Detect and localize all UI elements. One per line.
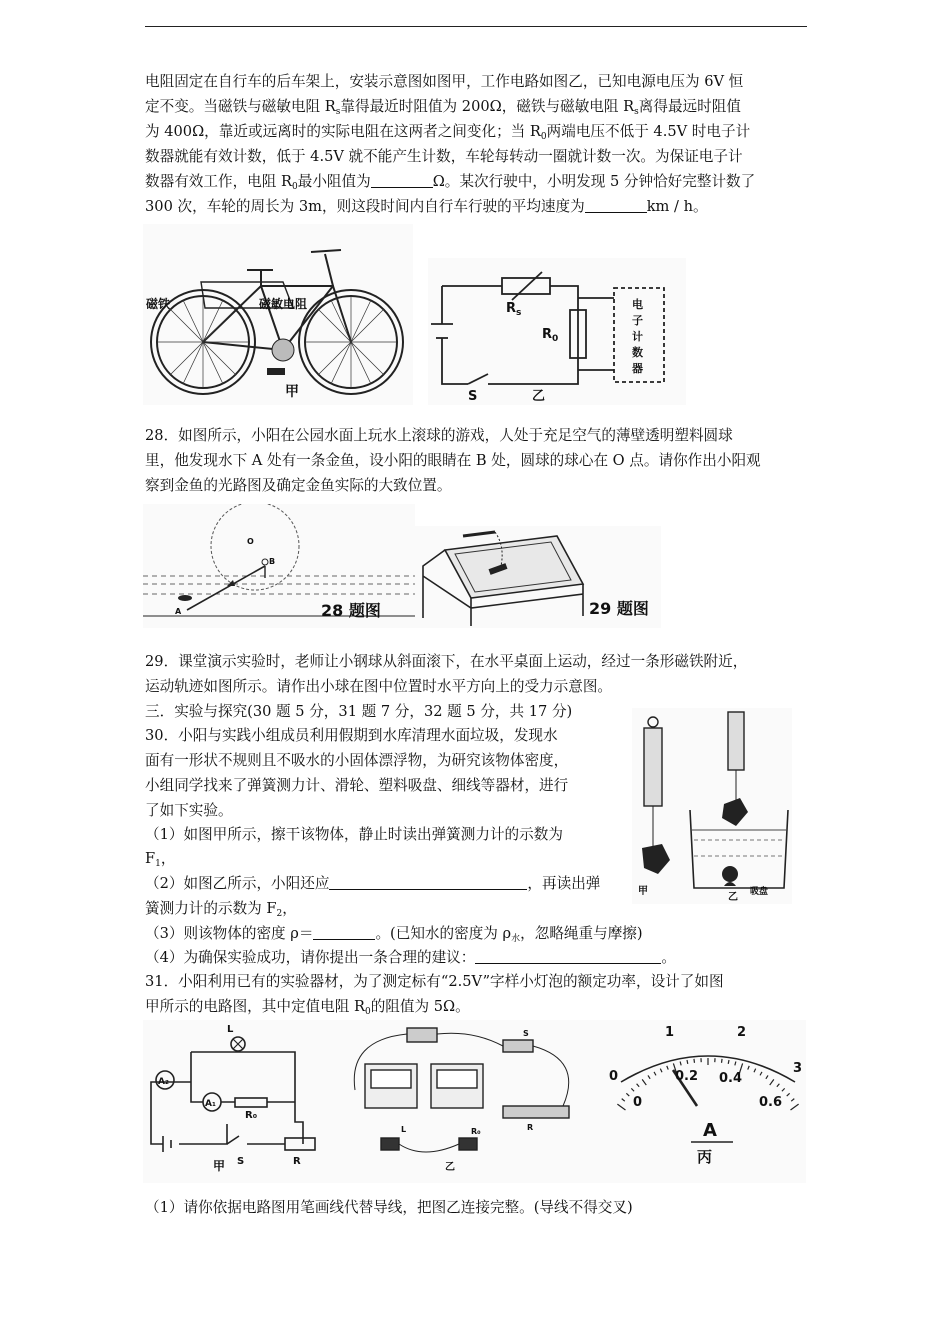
- text: 电阻固定在自行车的后车架上，安装示意图如图甲，工作电路如图乙，已知电源电压为 6V 恒: [145, 73, 744, 90]
- fig-label-jia: 甲: [213, 1159, 226, 1173]
- meter-tick: [787, 1093, 790, 1096]
- rs-label: $R_s$: [506, 301, 522, 318]
- point-o: O: [247, 537, 254, 546]
- text: 了如下实验。: [145, 802, 233, 819]
- answer-blank[interactable]: [371, 172, 433, 188]
- fig-label-yi: 乙: [728, 892, 738, 903]
- figure-30: [632, 708, 792, 904]
- meter-tick: [637, 1084, 640, 1087]
- text: F: [145, 850, 156, 867]
- meter-tick: [667, 1066, 668, 1070]
- text: 两端电压不低于 4.5V 时电子计: [546, 123, 751, 140]
- text: 三．实验与探究(30 题 5 分，31 题 7 分，32 题 5 分，共 17 分): [145, 703, 573, 720]
- scale-bottom-3: 0.6: [759, 1095, 783, 1110]
- figure-caption: 28 题图: [321, 601, 381, 620]
- meter-tick: [680, 1062, 681, 1066]
- meter-tick: [626, 1093, 629, 1096]
- text: 甲所示的电路图，其中定值电阻 R: [145, 998, 365, 1015]
- text: 为 400Ω，靠近或远离时的实际电阻在这两者之间变化；当 R: [145, 123, 541, 140]
- text: 靠得最近时阻值为 200Ω，磁铁与磁敏电阻 R: [340, 98, 635, 115]
- meter-tick: [722, 1059, 723, 1063]
- meter-tick: [748, 1066, 749, 1070]
- text: 最小阻值为: [297, 173, 371, 190]
- text: （3）则该物体的密度 ρ＝: [145, 925, 314, 942]
- rheostat-label: R: [293, 1156, 301, 1167]
- switch-label: S: [237, 1156, 245, 1167]
- switch-label: S: [523, 1029, 529, 1038]
- meter-tick: [728, 1060, 729, 1064]
- meter-tick: [617, 1104, 625, 1110]
- text: 面有一形状不规则且不吸水的小固体漂浮物，为研究该物体密度，: [145, 752, 569, 769]
- meter-tick: [622, 1099, 625, 1102]
- text: Ω。某次行驶中，小明发现 5 分钟恰好完整计数了: [432, 173, 756, 190]
- q29-line-2: [145, 675, 807, 700]
- text: （2）如图乙所示，小阳还应: [145, 875, 330, 892]
- subscript: s: [335, 107, 341, 117]
- figure-31: [143, 1020, 806, 1183]
- fig-label-bing: 丙: [697, 1148, 713, 1166]
- counter-char: 器: [632, 362, 643, 375]
- meter-tick: [766, 1075, 768, 1078]
- q29-line-1: [145, 650, 807, 675]
- q27-line-6: [145, 195, 807, 220]
- text: 运动轨迹如图所示。请作出小球在图中位置时水平方向上的受力示意图。: [145, 678, 613, 695]
- text: 察到金鱼的光路图及确定金鱼实际的大致位置。: [145, 477, 452, 494]
- q27-line-1: [145, 70, 807, 95]
- answer-blank[interactable]: [475, 948, 661, 964]
- fig-label-jia: 甲: [638, 886, 648, 897]
- q28-line-2: [145, 449, 807, 474]
- meter-tick: [791, 1099, 794, 1102]
- q30-line-10: [145, 946, 807, 971]
- r0-label: R₀: [471, 1127, 481, 1136]
- answer-blank[interactable]: [329, 874, 527, 890]
- meter-tick: [631, 1088, 634, 1091]
- switch-label: S: [468, 389, 478, 404]
- text: 29．课堂演示实验时，老师让小钢球从斜面滚下，在水平桌面上运动，经过一条形磁铁附近，: [145, 653, 748, 670]
- meter-tick: [791, 1104, 799, 1110]
- subscript: 0: [540, 132, 547, 142]
- text: 数器有效工作，电阻 R: [145, 173, 292, 190]
- text: 的阻值为 5Ω。: [370, 998, 470, 1015]
- text: ，: [160, 850, 176, 867]
- text: 28．如图所示，小阳在公园水面上玩水上滚球的游戏，人处于充足空气的薄壁透明塑料圆球: [145, 427, 733, 444]
- text: km / h。: [646, 198, 708, 215]
- ammeter-a1: A₁: [205, 1099, 216, 1109]
- circuit-figure: [428, 258, 686, 405]
- scale-zero-top: 0: [609, 1069, 619, 1084]
- point-b: B: [269, 557, 276, 566]
- text: ，再读出弹: [527, 875, 601, 892]
- counter-char: 计: [632, 330, 643, 343]
- counter-char: 子: [632, 314, 643, 327]
- text: 。(已知水的密度为 ρ: [375, 925, 512, 942]
- text: （1）如图甲所示，擦干该物体，静止时读出弹簧测力计的示数为: [145, 826, 563, 843]
- counter-char: 电: [632, 298, 643, 311]
- scale-bottom-1: 0.2: [675, 1069, 699, 1084]
- answer-blank[interactable]: [313, 924, 375, 940]
- text: 簧测力计的示数为 F: [145, 900, 277, 917]
- figure-label: 甲: [285, 384, 299, 400]
- meter-tick: [782, 1088, 785, 1091]
- meter-tick: [648, 1075, 650, 1078]
- text: ，忽略绳重与摩擦): [520, 925, 643, 942]
- meter-tick: [660, 1069, 662, 1073]
- bicycle-figure: [143, 224, 413, 405]
- scale-bottom-0: 0: [633, 1095, 643, 1110]
- meter-tick: [642, 1079, 646, 1085]
- text: （4）为确保实验成功，请你提出一条合理的建议：: [145, 949, 476, 966]
- q31-line-1: [145, 970, 807, 995]
- meter-tick: [654, 1072, 656, 1076]
- text: （1）请你依据电路图用笔画线代替导线，把图乙连接完整。(导线不得交叉): [145, 1199, 633, 1216]
- fig-label-yi: 乙: [445, 1162, 455, 1173]
- meter-tick: [687, 1060, 688, 1064]
- subscript: 1: [155, 859, 161, 869]
- q28-line-1: [145, 424, 807, 449]
- scale-bottom-2: 0.4: [719, 1071, 743, 1086]
- q31-sub-1: [145, 1196, 807, 1221]
- text: 。: [661, 949, 676, 966]
- answer-blank[interactable]: [585, 197, 647, 213]
- text: 里，他发现水下 A 处有一条金鱼，设小阳的眼睛在 B 处，圆球的球心在 O 点。请你作出小阳观: [145, 452, 761, 469]
- scale-top-1: 1: [665, 1025, 675, 1040]
- magnet-label: 磁铁: [146, 297, 171, 311]
- subscript: 0: [291, 182, 298, 192]
- point-a: A: [175, 607, 182, 616]
- ammeter-a2: A₂: [158, 1077, 169, 1087]
- subscript: 2: [276, 909, 283, 919]
- text: ，: [282, 900, 297, 917]
- text: 离得最远时阻值: [638, 98, 741, 115]
- scale-top-3: 3: [793, 1061, 803, 1076]
- q28-line-3: [145, 474, 807, 499]
- text: 30．小阳与实践小组成员利用假期到水库清理水面垃圾，发现水: [145, 727, 558, 744]
- lamp-label: L: [401, 1125, 407, 1134]
- text: 小组同学找来了弹簧测力计、滑轮、塑料吸盘、细线等器材，进行: [145, 777, 569, 794]
- rheostat-label: R: [527, 1123, 534, 1132]
- meter-tick: [760, 1072, 762, 1076]
- lamp-label: L: [227, 1024, 234, 1035]
- suction-cup-label: 吸盘: [750, 887, 769, 897]
- meter-tick: [777, 1084, 780, 1087]
- text: 300 次，车轮的周长为 3m，则这段时间内自行车行驶的平均速度为: [145, 198, 585, 215]
- subscript: 水: [511, 934, 521, 944]
- figure-caption: 29 题图: [589, 599, 649, 618]
- meter-tick: [770, 1079, 774, 1085]
- header-rule: [145, 26, 807, 27]
- sensor-label: 磁敏电阻: [259, 297, 308, 311]
- figure-label: 乙: [532, 389, 546, 404]
- q27-line-4: [145, 145, 807, 170]
- figure-29: [415, 526, 661, 628]
- text: 31．小阳利用已有的实验器材，为了测定标有“2.5V”字样小灯泡的额定功率，设计了如图: [145, 973, 724, 990]
- scale-top-2: 2: [737, 1025, 747, 1040]
- subscript: 0: [364, 1007, 371, 1017]
- subscript: s: [634, 107, 639, 117]
- counter-char: 数: [632, 346, 643, 359]
- meter-tick: [694, 1059, 695, 1063]
- figure-28: [143, 504, 415, 628]
- r0-label: $R_0$: [542, 327, 559, 344]
- meter-tick: [754, 1069, 756, 1073]
- r0-label: R₀: [245, 1110, 258, 1121]
- text: 定不变。当磁铁与磁敏电阻 R: [145, 98, 336, 115]
- unit-label: A: [703, 1120, 717, 1141]
- meter-tick: [735, 1062, 736, 1066]
- text: 数器就能有效计数，低于 4.5V 就不能产生计数，车轮每转动一圈就计数一次。为保证电子计: [145, 148, 743, 165]
